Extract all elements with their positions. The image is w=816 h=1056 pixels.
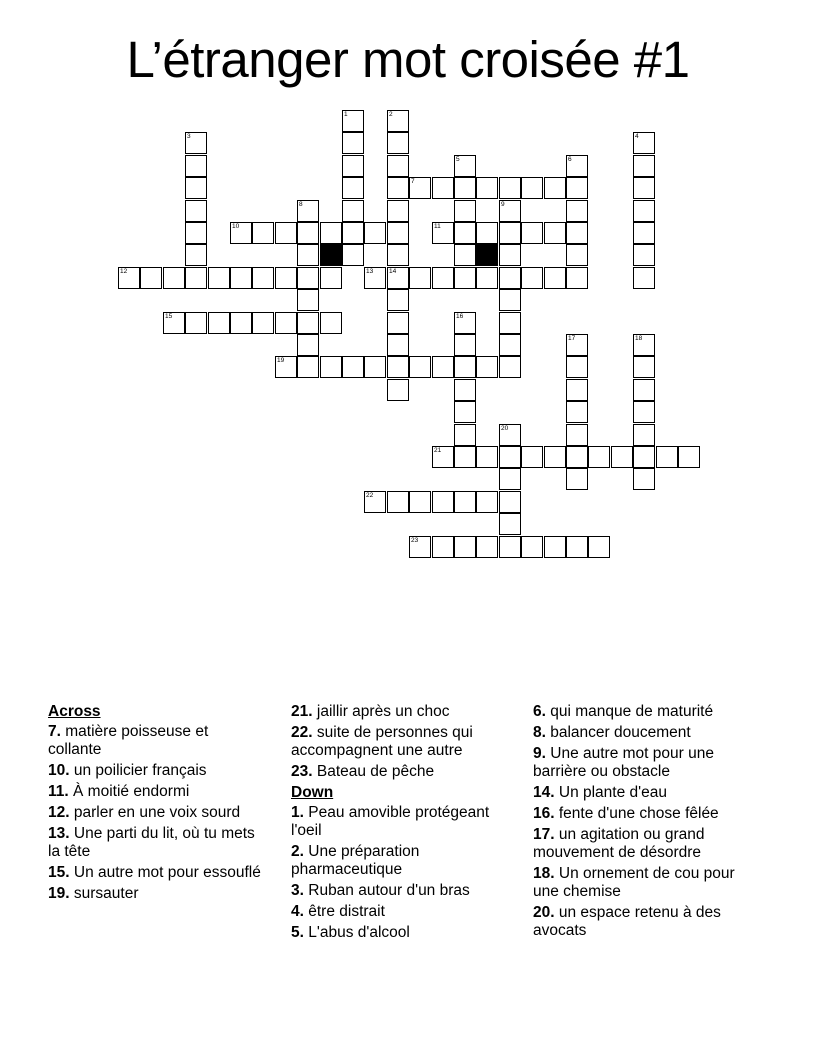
- grid-cell[interactable]: [544, 536, 566, 558]
- grid-cell[interactable]: [387, 222, 409, 244]
- grid-cell[interactable]: [387, 491, 409, 513]
- grid-cell[interactable]: [499, 446, 521, 468]
- grid-cell[interactable]: [476, 491, 498, 513]
- grid-cell[interactable]: [566, 334, 588, 356]
- clue-down-4: 4. être distrait: [291, 903, 385, 920]
- clues-column-2: [291, 703, 516, 945]
- grid-cell[interactable]: [566, 177, 588, 199]
- black-cell: [476, 244, 498, 266]
- grid-cell[interactable]: [454, 244, 476, 266]
- grid-cell[interactable]: [387, 267, 409, 289]
- grid-cell[interactable]: [387, 155, 409, 177]
- grid-cell[interactable]: [252, 267, 274, 289]
- grid-cell[interactable]: [544, 222, 566, 244]
- grid-cell[interactable]: [476, 222, 498, 244]
- grid-cell[interactable]: [499, 200, 521, 222]
- cell-number: 21: [434, 447, 442, 454]
- across-heading: Across: [48, 703, 101, 720]
- cell-number: 22: [366, 492, 374, 499]
- cell-number: 13: [366, 268, 374, 275]
- grid-cell[interactable]: [454, 536, 476, 558]
- grid-cell[interactable]: [275, 312, 297, 334]
- cell-number: 8: [299, 201, 303, 208]
- grid-cell[interactable]: [163, 312, 185, 334]
- grid-cell[interactable]: [185, 244, 207, 266]
- grid-cell[interactable]: [499, 334, 521, 356]
- grid-cell[interactable]: [499, 177, 521, 199]
- cell-number: 1: [344, 111, 348, 118]
- cell-number: 23: [411, 537, 419, 544]
- grid-cell[interactable]: [566, 356, 588, 378]
- grid-cell[interactable]: [342, 200, 364, 222]
- cell-number: 9: [501, 201, 505, 208]
- grid-cell[interactable]: [454, 446, 476, 468]
- grid-cell[interactable]: [544, 446, 566, 468]
- grid-cell[interactable]: [163, 267, 185, 289]
- grid-cell[interactable]: [342, 222, 364, 244]
- grid-cell[interactable]: [208, 267, 230, 289]
- cell-number: 12: [120, 268, 128, 275]
- grid-cell[interactable]: [409, 536, 431, 558]
- grid-cell[interactable]: [185, 312, 207, 334]
- grid-cell[interactable]: [633, 468, 655, 490]
- grid-cell[interactable]: [409, 177, 431, 199]
- grid-cell[interactable]: [633, 401, 655, 423]
- cell-number: 4: [635, 133, 639, 140]
- grid-cell[interactable]: [633, 155, 655, 177]
- grid-cell[interactable]: [275, 222, 297, 244]
- grid-cell[interactable]: [633, 222, 655, 244]
- grid-cell[interactable]: [342, 155, 364, 177]
- grid-cell[interactable]: [656, 446, 678, 468]
- grid-cell[interactable]: [633, 379, 655, 401]
- grid-cell[interactable]: [499, 491, 521, 513]
- grid-cell[interactable]: [409, 267, 431, 289]
- clue-down-18: 18. Un ornement de cou pour une chemise: [533, 865, 735, 900]
- cell-number: 10: [232, 223, 240, 230]
- grid-cell[interactable]: [185, 155, 207, 177]
- grid-cell[interactable]: [432, 267, 454, 289]
- clues-column-3: [533, 703, 763, 943]
- grid-cell[interactable]: [387, 312, 409, 334]
- grid-cell[interactable]: [476, 267, 498, 289]
- grid-cell[interactable]: [476, 177, 498, 199]
- grid-cell[interactable]: [297, 200, 319, 222]
- grid-cell[interactable]: [633, 424, 655, 446]
- grid-cell[interactable]: [297, 289, 319, 311]
- clue-down-9: 9. Une autre mot pour une barrière ou obstacle: [533, 745, 714, 780]
- grid-cell[interactable]: [499, 267, 521, 289]
- clue-down-8: 8. balancer doucement: [533, 724, 691, 741]
- grid-cell[interactable]: [185, 132, 207, 154]
- grid-cell[interactable]: [633, 132, 655, 154]
- grid-cell[interactable]: [387, 177, 409, 199]
- grid-cell[interactable]: [387, 379, 409, 401]
- grid-cell[interactable]: [454, 334, 476, 356]
- grid-cell[interactable]: [521, 222, 543, 244]
- clue-across-15: 15. Un autre mot pour essouflé: [48, 864, 261, 881]
- cell-number: 20: [501, 425, 509, 432]
- grid-cell[interactable]: [409, 356, 431, 378]
- grid-cell[interactable]: [544, 267, 566, 289]
- grid-cell[interactable]: [476, 356, 498, 378]
- grid-cell[interactable]: [387, 334, 409, 356]
- grid-cell[interactable]: [499, 356, 521, 378]
- cell-number: 19: [277, 357, 285, 364]
- cell-number: 5: [456, 156, 460, 163]
- grid-cell[interactable]: [140, 267, 162, 289]
- grid-cell[interactable]: [499, 244, 521, 266]
- grid-cell[interactable]: [185, 267, 207, 289]
- cell-number: 3: [187, 133, 191, 140]
- grid-cell[interactable]: [566, 468, 588, 490]
- grid-cell[interactable]: [387, 244, 409, 266]
- clue-across-22: 22. suite de personnes qui accompagnent une autre: [291, 724, 473, 759]
- down-heading: Down: [291, 784, 334, 801]
- grid-cell[interactable]: [566, 401, 588, 423]
- grid-cell[interactable]: [320, 222, 342, 244]
- grid-cell[interactable]: [566, 222, 588, 244]
- cell-number: 17: [568, 335, 576, 342]
- grid-cell[interactable]: [432, 536, 454, 558]
- grid-cell[interactable]: [499, 289, 521, 311]
- puzzle-title: L’étranger mot croisée #1: [126, 31, 690, 88]
- clue-across-19: 19. sursauter: [48, 885, 139, 902]
- cell-number: 16: [456, 313, 464, 320]
- grid-cell[interactable]: [252, 312, 274, 334]
- grid-cell[interactable]: [499, 468, 521, 490]
- grid-cell[interactable]: [566, 267, 588, 289]
- grid-cell[interactable]: [320, 356, 342, 378]
- grid-cell[interactable]: [297, 334, 319, 356]
- grid-cell[interactable]: [499, 513, 521, 535]
- grid-cell[interactable]: [454, 491, 476, 513]
- grid-cell[interactable]: [364, 222, 386, 244]
- grid-cell[interactable]: [364, 356, 386, 378]
- grid-cell[interactable]: [454, 312, 476, 334]
- grid-cell[interactable]: [454, 356, 476, 378]
- clue-across-13: 13. Une parti du lit, où tu mets la tête: [48, 825, 255, 860]
- grid-cell[interactable]: [499, 424, 521, 446]
- clue-down-5: 5. L'abus d'alcool: [291, 924, 410, 941]
- grid-cell[interactable]: [499, 312, 521, 334]
- grid-cell[interactable]: [387, 289, 409, 311]
- grid-cell[interactable]: [588, 446, 610, 468]
- grid-cell[interactable]: [611, 446, 633, 468]
- grid-cell[interactable]: [230, 222, 252, 244]
- grid-cell[interactable]: [185, 177, 207, 199]
- grid-cell[interactable]: [454, 267, 476, 289]
- grid-cell[interactable]: [454, 177, 476, 199]
- clue-down-3: 3. Ruban autour d'un bras: [291, 882, 470, 899]
- grid-cell[interactable]: [454, 200, 476, 222]
- clue-down-1: 1. Peau amovible protégeant l'oeil: [291, 804, 490, 839]
- grid-cell[interactable]: [633, 356, 655, 378]
- grid-cell[interactable]: [297, 312, 319, 334]
- grid-cell[interactable]: [476, 536, 498, 558]
- grid-cell[interactable]: [633, 334, 655, 356]
- clue-across-23: 23. Bateau de pêche: [291, 763, 435, 780]
- grid-cell[interactable]: [566, 155, 588, 177]
- cell-number: 15: [165, 313, 173, 320]
- grid-cell[interactable]: [342, 132, 364, 154]
- grid-cell[interactable]: [678, 446, 700, 468]
- grid-cell[interactable]: [230, 267, 252, 289]
- clues-column-1: [48, 703, 263, 906]
- grid-cell[interactable]: [566, 446, 588, 468]
- grid-cell[interactable]: [387, 356, 409, 378]
- grid-cell[interactable]: [432, 491, 454, 513]
- clue-down-14: 14. Un plante d'eau: [533, 784, 667, 801]
- grid-cell[interactable]: [387, 200, 409, 222]
- grid-cell[interactable]: [499, 536, 521, 558]
- grid-cell[interactable]: [320, 312, 342, 334]
- grid-cell[interactable]: [297, 267, 319, 289]
- grid-cell[interactable]: [320, 267, 342, 289]
- clue-across-12: 12. parler en une voix sourd: [48, 804, 241, 821]
- grid-cell[interactable]: [633, 244, 655, 266]
- grid-cell[interactable]: [387, 110, 409, 132]
- grid-cell[interactable]: [252, 222, 274, 244]
- grid-cell[interactable]: [633, 200, 655, 222]
- grid-cell[interactable]: [454, 379, 476, 401]
- grid-cell[interactable]: [342, 244, 364, 266]
- grid-cell[interactable]: [185, 200, 207, 222]
- cell-number: 7: [411, 178, 415, 185]
- grid-cell[interactable]: [342, 110, 364, 132]
- grid-cell[interactable]: [521, 267, 543, 289]
- clue-down-17: 17. un agitation ou grand mouvement de désordre: [533, 826, 705, 861]
- grid-cell[interactable]: [297, 244, 319, 266]
- grid-cell[interactable]: [409, 491, 431, 513]
- clue-down-16: 16. fente d'une chose fêlée: [533, 805, 719, 822]
- grid-cell[interactable]: [432, 446, 454, 468]
- grid-cell[interactable]: [566, 200, 588, 222]
- cell-number: 18: [635, 335, 643, 342]
- grid-cell[interactable]: [633, 267, 655, 289]
- grid-cell[interactable]: [432, 222, 454, 244]
- grid-cell[interactable]: [521, 177, 543, 199]
- grid-cell[interactable]: [364, 267, 386, 289]
- grid-cell[interactable]: [521, 446, 543, 468]
- black-cell: [320, 244, 342, 266]
- grid-cell[interactable]: [364, 491, 386, 513]
- grid-cell[interactable]: [208, 312, 230, 334]
- grid-cell[interactable]: [499, 222, 521, 244]
- grid-cell[interactable]: [566, 379, 588, 401]
- grid-cell[interactable]: [566, 424, 588, 446]
- grid-cell[interactable]: [342, 177, 364, 199]
- grid-cell[interactable]: [454, 424, 476, 446]
- cell-number: 2: [389, 111, 393, 118]
- grid-cell[interactable]: [185, 222, 207, 244]
- grid-cell[interactable]: [454, 155, 476, 177]
- clue-down-20: 20. un espace retenu à des avocats: [533, 904, 721, 939]
- grid-cell[interactable]: [118, 267, 140, 289]
- grid-cell[interactable]: [521, 536, 543, 558]
- grid-cell[interactable]: [342, 356, 364, 378]
- cell-number: 14: [389, 268, 397, 275]
- grid-cell[interactable]: [544, 177, 566, 199]
- grid-cell[interactable]: [566, 244, 588, 266]
- clue-across-21: 21. jaillir après un choc: [291, 703, 450, 720]
- grid-cell[interactable]: [297, 356, 319, 378]
- clue-across-7: 7. matière poisseuse et collante: [48, 723, 209, 758]
- clue-across-11: 11. À moitié endormi: [48, 783, 190, 800]
- grid-cell[interactable]: [476, 446, 498, 468]
- grid-cell[interactable]: [230, 312, 252, 334]
- clue-down-2: 2. Une préparation pharmaceutique: [291, 843, 420, 878]
- grid-cell[interactable]: [454, 222, 476, 244]
- grid-cell[interactable]: [432, 356, 454, 378]
- clue-across-10: 10. un poilicier français: [48, 762, 207, 779]
- grid-cell[interactable]: [633, 446, 655, 468]
- clue-down-6: 6. qui manque de maturité: [533, 703, 714, 720]
- cell-number: 6: [568, 156, 572, 163]
- grid-cell[interactable]: [387, 132, 409, 154]
- grid-cell[interactable]: [432, 177, 454, 199]
- grid-cell[interactable]: [588, 536, 610, 558]
- grid-cell[interactable]: [633, 177, 655, 199]
- grid-cell[interactable]: [275, 356, 297, 378]
- grid-cell[interactable]: [566, 536, 588, 558]
- grid-cell[interactable]: [454, 401, 476, 423]
- grid-cell[interactable]: [297, 222, 319, 244]
- cell-number: 11: [434, 223, 441, 230]
- grid-cell[interactable]: [275, 267, 297, 289]
